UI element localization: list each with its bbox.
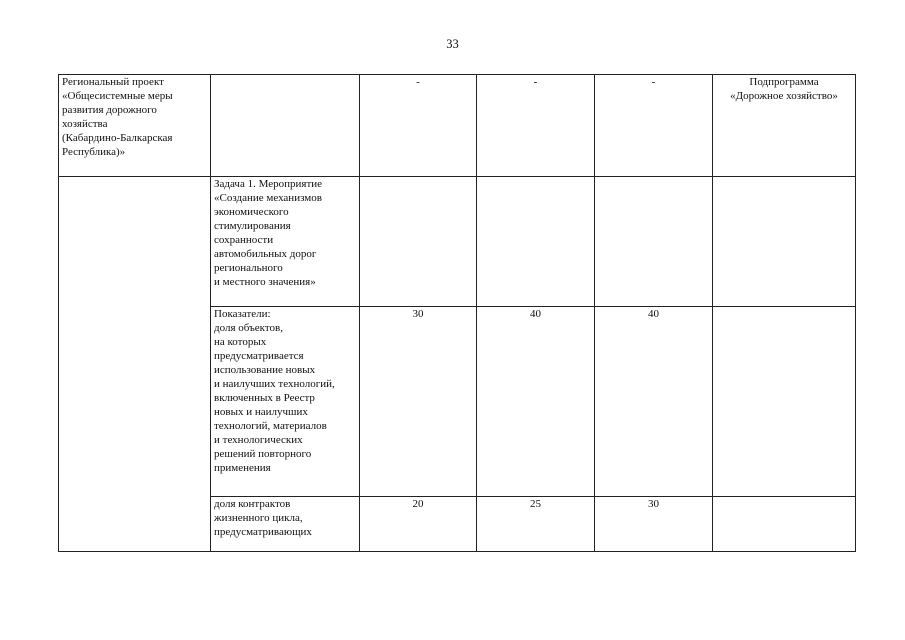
program-cell <box>713 307 856 497</box>
value-2-cell: - <box>477 75 595 177</box>
project-cell <box>59 75 211 177</box>
program-text: Подпрограмма «Дорожное хозяйство» <box>730 76 838 102</box>
description-cell <box>211 177 360 307</box>
value-2-cell <box>477 177 595 307</box>
program-cell <box>713 497 856 552</box>
value-2-cell: 25 <box>477 497 595 552</box>
value-2-cell: 40 <box>477 307 595 497</box>
value-3-cell <box>595 177 713 307</box>
value-3-cell: 30 <box>595 497 713 552</box>
table-row-regional-project <box>59 75 856 177</box>
project-text: Региональный проект «Общесистемные меры развития дорожного хозяйства (Кабардино-Балкарская Республика)» <box>62 76 173 158</box>
indicator-text: доля контрактов жизненного цикла, предусматривающих <box>214 498 312 538</box>
indicator-text: Показатели: доля объектов, на которых предусматривается использование новых и наилучших технологий, включенных в Реестр новых и наилучших технологий, материалов и технологических решений повторного применения <box>214 308 335 474</box>
program-cell <box>713 177 856 307</box>
program-cell <box>713 75 856 177</box>
page-number: 33 <box>446 37 459 51</box>
value-1-cell: 20 <box>360 497 477 552</box>
table-row-task <box>59 177 856 307</box>
task-text: Задача 1. Мероприятие «Создание механизмов экономического стимулирования сохранности автомобильных дорог регионального и местного значения» <box>214 178 323 288</box>
description-cell <box>211 307 360 497</box>
value-1-cell: - <box>360 75 477 177</box>
description-cell <box>211 497 360 552</box>
project-cell-empty <box>59 177 211 552</box>
value-3-cell: 40 <box>595 307 713 497</box>
value-1-cell <box>360 177 477 307</box>
program-table <box>58 74 856 552</box>
value-1-cell: 30 <box>360 307 477 497</box>
description-cell <box>211 75 360 177</box>
value-3-cell: - <box>595 75 713 177</box>
